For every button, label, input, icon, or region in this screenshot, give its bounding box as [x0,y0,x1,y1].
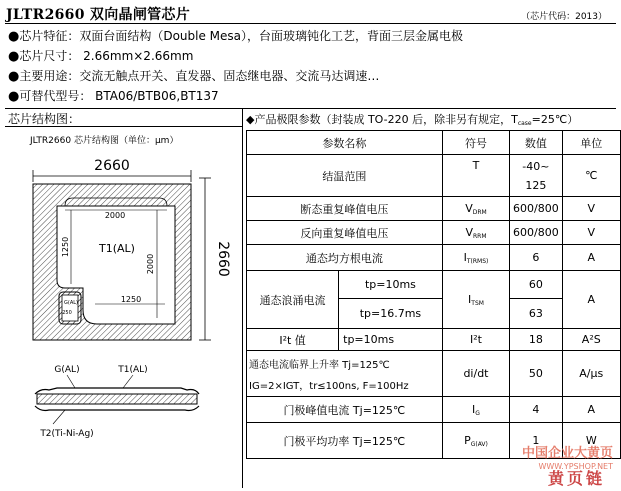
table-row [247,197,621,221]
table-cell: 60 [510,271,562,299]
table-cell: 通态电流临界上升率 Tj=125℃ IG=2×IGT，tr≤100ns, F=100Hz [247,351,443,397]
table-cell: 600/800 [510,197,562,221]
table-row [247,397,621,423]
chip-code: （芯片代码：2013） [521,12,607,22]
cross-t1-label: T1(AL) [118,365,148,375]
params-section-title: ◆产品极限参数（封装成 TO-220 后，除非另有规定，$T_{case}=25℃$） [246,113,579,127]
table-cell: tp=10ms [339,271,443,299]
header-symbol: 符号 [442,131,510,155]
table-cell: A²S [562,329,620,351]
table-cell: V [562,221,620,245]
gate-label: G(AL) [64,300,78,306]
table-cell: $P_{G(AV)}$ [442,423,510,459]
header-divider [5,23,616,24]
table-cell: 结温范围 [247,155,443,197]
table-cell: V [562,197,620,221]
table-cell: $V_{DRM}$ [442,197,510,221]
table-cell: 断态重复峰值电压 [247,197,443,221]
table-row [247,351,621,397]
watermark-url: WWW.YPSHOP.NET [538,462,613,471]
bottom-width-label: 1250 [120,295,142,304]
table-cell: -40~ 125 [510,155,562,197]
table-cell: A [562,245,620,271]
table-cell: 反向重复峰值电压 [247,221,443,245]
table-cell: 50 [510,351,562,397]
feature-usage: ●主要用途：交流无触点开关、直发器、固态继电器、交流马达调速… [8,69,380,84]
watermark-text: 中国企业大黄页 [521,446,613,461]
table-row [247,245,621,271]
table-row [247,329,621,351]
header-value: 数值 [510,131,562,155]
table-cell: W [562,423,620,459]
table-cell: I²t 值 [247,329,339,351]
table-cell: 63 [510,299,562,329]
header-unit: 单位 [562,131,620,155]
table-cell: 通态均方根电流 [247,245,443,271]
structure-title-underline [5,126,242,127]
cross-section-bottom [35,406,199,411]
table-cell: tp=16.7ms [339,299,443,329]
table-cell: ℃ [562,155,620,197]
inner-height-label: 2000 [146,253,155,275]
table-cell: 18 [510,329,562,351]
table-cell: $I_{TSM}$ [442,271,510,329]
table-cell: di/dt [442,351,510,397]
page-title: JLTR2660 双向晶闸管芯片 [6,7,191,23]
outer-height-label: 2660 [215,241,231,277]
table-cell: $V_{RRM}$ [442,221,510,245]
table-cell: A [562,397,620,423]
t1-label: T1(AL) [99,242,135,255]
table-cell: $I_{T(RMS)}$ [442,245,510,271]
table-header-row [247,131,621,155]
table-cell: 600/800 [510,221,562,245]
cross-section-body [37,394,197,404]
feature-size: ●芯片尺寸： 2.66mm×2.66mm [8,49,194,64]
table-cell: 1 [510,423,562,459]
cross-gate-label: G(AL) [54,365,80,375]
table-cell: 门极平均功率 Tj=125℃ [247,423,443,459]
table-cell: A [562,271,620,329]
table-cell: 通态浪涌电流 [247,271,339,329]
outer-width-label: 2660 [94,158,130,174]
left-height-label: 1250 [61,236,70,258]
table-row [247,271,621,299]
cross-section-top [35,388,199,394]
feature-replacement: ●可替代型号： BTA06/BTB06,BT137 [8,89,219,104]
table-row [247,221,621,245]
cross-t2-label: T2(Ti-Ni-Ag) [40,429,94,439]
chip-structure-diagram [5,148,241,484]
header-name: 参数名称 [247,131,443,155]
table-cell: A/μs [562,351,620,397]
table-cell: tp=10ms [339,329,443,351]
section-divider [5,108,616,109]
diagram-title: JLTR2660 芯片结构图（单位：μm） [30,136,179,146]
column-divider [242,108,243,488]
structure-section-title: 芯片结构图： [8,112,81,126]
params-table [246,130,621,459]
table-cell: I²t [442,329,510,351]
feature-characteristics: ●芯片特征：双面台面结构（Double Mesa），台面玻璃钝化工艺，背面三层金属电极 [8,29,464,44]
table-row [247,155,621,197]
table-cell: 6 [510,245,562,271]
inner-width-label: 2000 [104,211,126,220]
table-cell: 门极峰值电流 Tj=125℃ [247,397,443,423]
table-cell: $I_G$ [442,397,510,423]
table-cell: T [442,155,510,197]
table-cell: 4 [510,397,562,423]
watermark-brand: 黄页链 [547,469,605,488]
gate-dim-label: 250 [62,310,72,316]
